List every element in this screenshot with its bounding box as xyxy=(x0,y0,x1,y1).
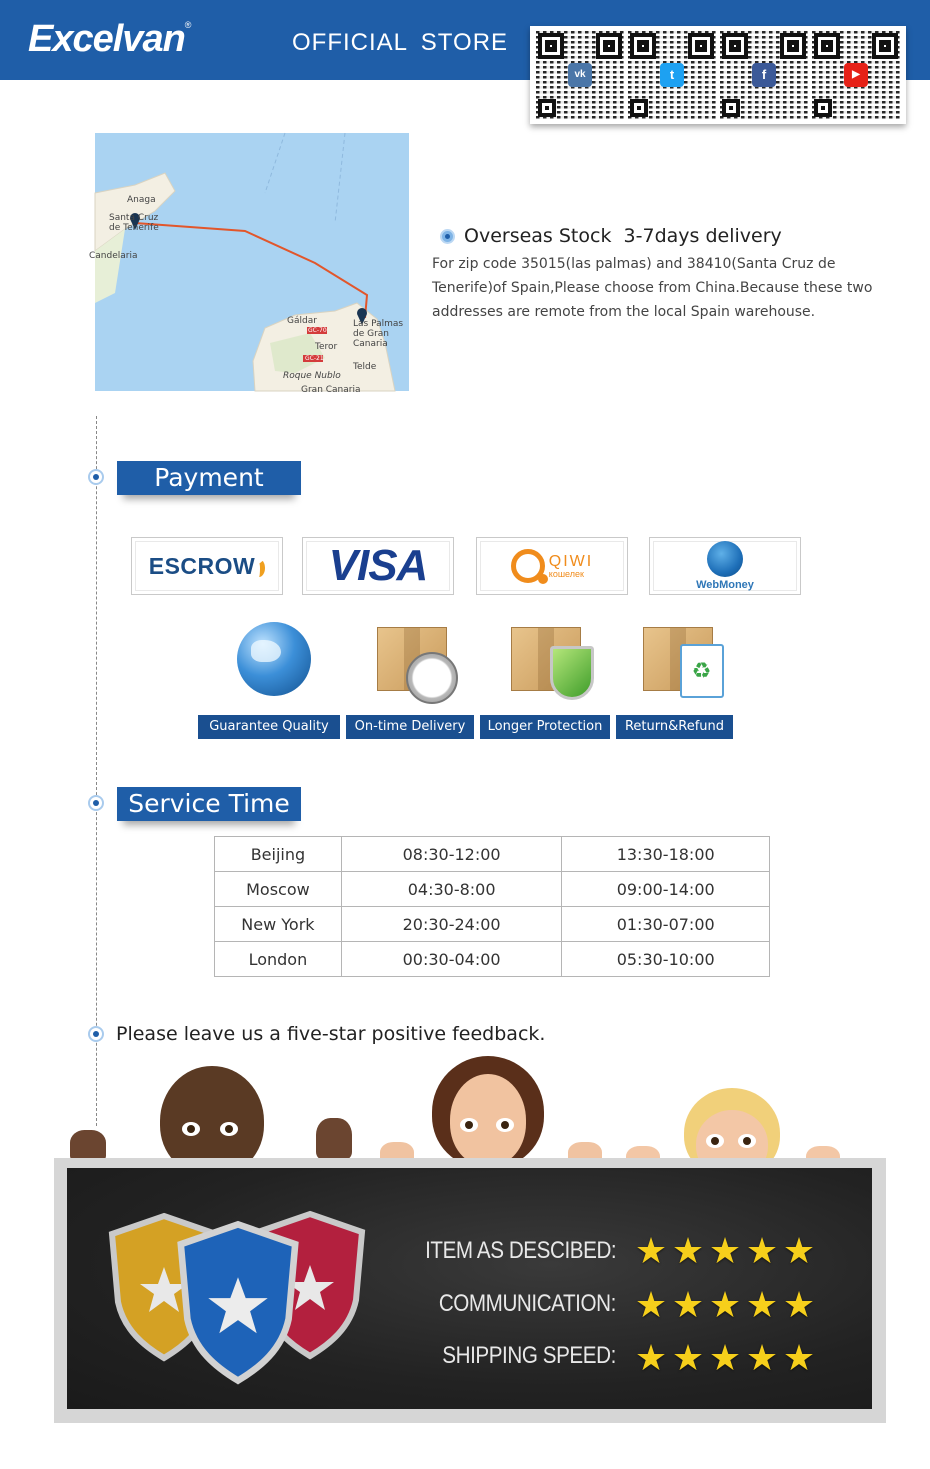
guarantee-quality-label: Guarantee Quality xyxy=(198,715,340,739)
star-icon: ★ xyxy=(671,1338,705,1379)
map-label-telde: Telde xyxy=(353,362,377,372)
city-cell: Beijing xyxy=(215,837,342,872)
timeline-dot-payment xyxy=(88,469,104,485)
time-slot-cell: 08:30-12:00 xyxy=(341,837,562,872)
rating-label-item-as-described: ITEM AS DESCIBED: xyxy=(424,1237,616,1264)
return-refund-image xyxy=(610,610,745,708)
timeline-dot-service xyxy=(88,795,104,811)
longer-protection-image xyxy=(478,610,613,708)
package-icon xyxy=(643,627,713,691)
star-rating-communication xyxy=(634,1285,816,1326)
star-icon: ★ xyxy=(782,1338,816,1379)
stopwatch-icon xyxy=(406,652,458,704)
service-time-heading: Service Time xyxy=(117,787,301,821)
time-slot-cell: 01:30-07:00 xyxy=(562,907,770,942)
brand-name: Excelvan xyxy=(28,18,185,60)
timeline-dot-feedback xyxy=(88,1026,104,1042)
canary-islands-map xyxy=(89,133,409,395)
star-icon: ★ xyxy=(671,1231,705,1272)
qiwi-icon xyxy=(511,549,545,583)
qiwi-logo xyxy=(476,537,628,595)
table-row xyxy=(215,872,770,907)
webmoney-logo xyxy=(649,537,801,595)
star-rating-item-as-described xyxy=(634,1231,816,1272)
visa-label: VISA xyxy=(328,541,428,590)
time-slot-cell: 04:30-8:00 xyxy=(341,872,562,907)
package-icon xyxy=(511,627,581,691)
longer-protection-label: Longer Protection xyxy=(480,715,610,739)
star-icon: ★ xyxy=(708,1231,742,1272)
map-label-teror: Teror xyxy=(315,342,338,352)
recycle-icon: ♻ xyxy=(680,644,724,698)
star-rating-shipping-speed xyxy=(634,1338,816,1379)
star-icon: ★ xyxy=(708,1285,742,1326)
qiwi-sub-label: кошелек xyxy=(548,568,584,579)
overseas-bullet-icon xyxy=(440,229,455,244)
on-time-delivery-label: On-time Delivery xyxy=(346,715,474,739)
timeline-line xyxy=(96,416,97,1126)
package-icon xyxy=(377,627,447,691)
map-label-gc21: GC-21 xyxy=(305,355,324,362)
table-row xyxy=(215,907,770,942)
escrow-swoosh-icon xyxy=(253,559,265,577)
star-icon: ★ xyxy=(782,1285,816,1326)
service-time-table xyxy=(214,836,770,977)
star-icon: ★ xyxy=(708,1338,742,1379)
table-row xyxy=(215,942,770,977)
map-label-roque-nublo: Roque Nublo xyxy=(283,371,341,381)
star-icon: ★ xyxy=(745,1285,779,1326)
brand-logo[interactable] xyxy=(28,18,190,61)
star-icon: ★ xyxy=(745,1231,779,1272)
twitter-icon: t xyxy=(660,63,684,87)
star-icon: ★ xyxy=(671,1285,705,1326)
facebook-icon: f xyxy=(752,63,776,87)
store-label: OFFICIAL STORE xyxy=(292,29,509,56)
star-icon: ★ xyxy=(634,1338,668,1379)
payment-heading: Payment xyxy=(117,461,301,495)
map-label-candelaria: Candelaria xyxy=(89,251,138,261)
facebook-qr-code[interactable] xyxy=(720,31,808,119)
map-label-gran-canaria: Gran Canaria xyxy=(301,385,361,395)
feedback-request: Please leave us a five-star positive feedback. xyxy=(116,1023,546,1045)
city-cell: Moscow xyxy=(215,872,342,907)
table-row xyxy=(215,837,770,872)
escrow-label: ESCROW xyxy=(148,552,256,579)
visa-logo xyxy=(302,537,454,595)
star-icon: ★ xyxy=(782,1231,816,1272)
person-illustration-left xyxy=(160,1066,270,1166)
map-label-gc70: GC-70 xyxy=(308,327,327,334)
overseas-description: For zip code 35015(las palmas) and 38410(Santa Cruz de Tenerife)of Spain,Please choose from China.Because these two addresses are remote from the local Spain warehouse. xyxy=(432,256,873,320)
shield-icon xyxy=(550,646,594,700)
registered-mark: ® xyxy=(184,20,191,30)
hand-illustration xyxy=(316,1118,352,1160)
youtube-qr-code[interactable] xyxy=(812,31,900,119)
time-slot-cell: 05:30-10:00 xyxy=(562,942,770,977)
time-slot-cell: 13:30-18:00 xyxy=(562,837,770,872)
youtube-icon: ▶ xyxy=(844,63,868,87)
map-label-galdar: Gáldar xyxy=(287,316,317,326)
time-slot-cell: 20:30-24:00 xyxy=(341,907,562,942)
guarantee-quality-image xyxy=(206,610,341,708)
person-illustration-right xyxy=(684,1088,780,1168)
globe-icon xyxy=(237,622,311,696)
return-refund-label: Return&Refund xyxy=(616,715,733,739)
webmoney-label: WebMoney xyxy=(696,579,754,591)
blue-shield-icon xyxy=(168,1220,308,1385)
star-icon: ★ xyxy=(634,1285,668,1326)
star-icon: ★ xyxy=(634,1231,668,1272)
map-label-santa-cruz: Santa Cruz de Tenerife xyxy=(109,213,159,233)
time-slot-cell: 09:00-14:00 xyxy=(562,872,770,907)
on-time-delivery-image xyxy=(344,610,479,708)
vk-icon: vk xyxy=(568,63,592,87)
overseas-title: Overseas Stock 3-7days delivery xyxy=(464,225,782,247)
time-slot-cell: 00:30-04:00 xyxy=(341,942,562,977)
map-graphic xyxy=(95,133,409,391)
webmoney-globe-icon xyxy=(707,541,743,577)
person-illustration-center xyxy=(432,1056,544,1166)
social-qr-strip xyxy=(530,26,906,124)
city-cell: London xyxy=(215,942,342,977)
rating-label-shipping-speed: SHIPPING SPEED: xyxy=(442,1342,616,1369)
city-cell: New York xyxy=(215,907,342,942)
map-label-las-palmas: Las Palmas de Gran Canaria xyxy=(353,319,404,349)
twitter-qr-code[interactable] xyxy=(628,31,716,119)
escrow-logo xyxy=(131,537,283,595)
qiwi-label: QIWI xyxy=(548,552,594,570)
rating-label-communication: COMMUNICATION: xyxy=(438,1290,616,1317)
vk-qr-code[interactable] xyxy=(536,31,624,119)
star-icon: ★ xyxy=(745,1338,779,1379)
map-label-anaga: Anaga xyxy=(127,195,156,205)
